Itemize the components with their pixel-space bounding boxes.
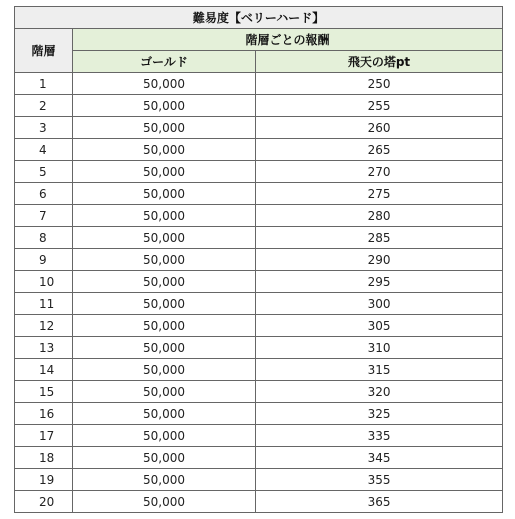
pt-cell: 290 bbox=[256, 249, 503, 271]
gold-cell: 50,000 bbox=[73, 469, 256, 491]
pt-cell: 345 bbox=[256, 447, 503, 469]
table-row bbox=[15, 73, 503, 95]
pt-cell: 355 bbox=[256, 469, 503, 491]
gold-cell: 50,000 bbox=[73, 95, 256, 117]
table-row bbox=[15, 337, 503, 359]
table-row bbox=[15, 403, 503, 425]
pt-cell: 270 bbox=[256, 161, 503, 183]
gold-cell: 50,000 bbox=[73, 315, 256, 337]
reward-table bbox=[14, 6, 503, 513]
table-row bbox=[15, 469, 503, 491]
floor-cell: 17 bbox=[15, 425, 73, 447]
table-row bbox=[15, 359, 503, 381]
table-row bbox=[15, 139, 503, 161]
pt-cell: 325 bbox=[256, 403, 503, 425]
gold-cell: 50,000 bbox=[73, 139, 256, 161]
difficulty-title: 難易度【ベリーハード】 bbox=[15, 7, 503, 29]
gold-cell: 50,000 bbox=[73, 117, 256, 139]
gold-cell: 50,000 bbox=[73, 73, 256, 95]
floor-cell: 19 bbox=[15, 469, 73, 491]
floor-cell: 6 bbox=[15, 183, 73, 205]
table-row bbox=[15, 183, 503, 205]
gold-cell: 50,000 bbox=[73, 425, 256, 447]
pt-cell: 260 bbox=[256, 117, 503, 139]
table-row bbox=[15, 293, 503, 315]
table-row bbox=[15, 249, 503, 271]
pt-cell: 265 bbox=[256, 139, 503, 161]
floor-cell: 14 bbox=[15, 359, 73, 381]
pt-cell: 250 bbox=[256, 73, 503, 95]
table-row bbox=[15, 491, 503, 513]
floor-cell: 16 bbox=[15, 403, 73, 425]
gold-cell: 50,000 bbox=[73, 381, 256, 403]
gold-cell: 50,000 bbox=[73, 491, 256, 513]
table-row bbox=[15, 425, 503, 447]
gold-cell: 50,000 bbox=[73, 205, 256, 227]
pt-cell: 365 bbox=[256, 491, 503, 513]
table-row bbox=[15, 205, 503, 227]
floor-cell: 5 bbox=[15, 161, 73, 183]
pt-cell: 295 bbox=[256, 271, 503, 293]
floor-header: 階層 bbox=[15, 29, 73, 73]
floor-cell: 7 bbox=[15, 205, 73, 227]
floor-cell: 2 bbox=[15, 95, 73, 117]
floor-cell: 1 bbox=[15, 73, 73, 95]
table-row bbox=[15, 117, 503, 139]
pt-cell: 320 bbox=[256, 381, 503, 403]
gold-cell: 50,000 bbox=[73, 249, 256, 271]
pt-cell: 280 bbox=[256, 205, 503, 227]
pt-cell: 335 bbox=[256, 425, 503, 447]
floor-cell: 10 bbox=[15, 271, 73, 293]
pt-cell: 315 bbox=[256, 359, 503, 381]
pt-cell: 300 bbox=[256, 293, 503, 315]
table-row bbox=[15, 381, 503, 403]
table-row bbox=[15, 271, 503, 293]
floor-cell: 11 bbox=[15, 293, 73, 315]
floor-cell: 13 bbox=[15, 337, 73, 359]
gold-cell: 50,000 bbox=[73, 337, 256, 359]
pt-header: 飛天の塔pt bbox=[256, 51, 503, 73]
floor-cell: 3 bbox=[15, 117, 73, 139]
reward-header: 階層ごとの報酬 bbox=[73, 29, 503, 51]
gold-cell: 50,000 bbox=[73, 271, 256, 293]
floor-cell: 18 bbox=[15, 447, 73, 469]
table-row bbox=[15, 95, 503, 117]
floor-cell: 9 bbox=[15, 249, 73, 271]
pt-cell: 305 bbox=[256, 315, 503, 337]
pt-cell: 285 bbox=[256, 227, 503, 249]
gold-cell: 50,000 bbox=[73, 403, 256, 425]
gold-header: ゴールド bbox=[73, 51, 256, 73]
floor-cell: 12 bbox=[15, 315, 73, 337]
gold-cell: 50,000 bbox=[73, 161, 256, 183]
table-row bbox=[15, 227, 503, 249]
gold-cell: 50,000 bbox=[73, 447, 256, 469]
table-row bbox=[15, 315, 503, 337]
gold-cell: 50,000 bbox=[73, 293, 256, 315]
pt-cell: 310 bbox=[256, 337, 503, 359]
floor-cell: 8 bbox=[15, 227, 73, 249]
pt-cell: 255 bbox=[256, 95, 503, 117]
table-row bbox=[15, 161, 503, 183]
floor-cell: 20 bbox=[15, 491, 73, 513]
gold-cell: 50,000 bbox=[73, 227, 256, 249]
pt-cell: 275 bbox=[256, 183, 503, 205]
gold-cell: 50,000 bbox=[73, 359, 256, 381]
gold-cell: 50,000 bbox=[73, 183, 256, 205]
table-row bbox=[15, 447, 503, 469]
reward-table-body bbox=[15, 73, 503, 513]
floor-cell: 15 bbox=[15, 381, 73, 403]
reward-table-container bbox=[14, 6, 502, 513]
floor-cell: 4 bbox=[15, 139, 73, 161]
